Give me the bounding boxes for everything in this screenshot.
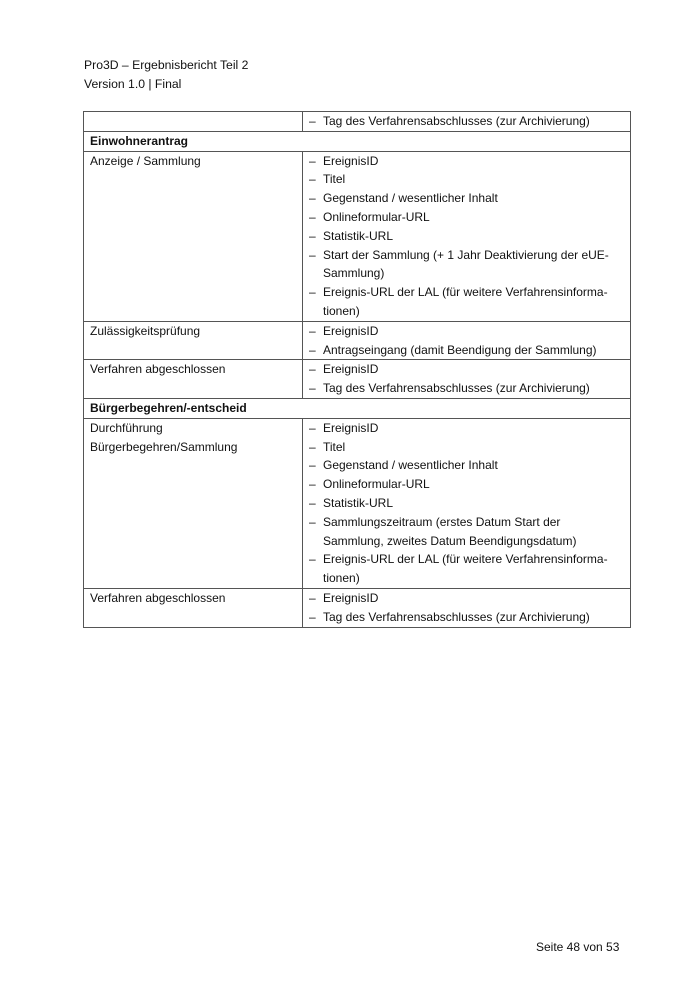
items-cell	[303, 151, 631, 321]
list-item: – Antragseingang (damit Beendigung der Sammlung)	[309, 341, 624, 360]
label-cell	[84, 418, 303, 588]
list-item: – EreignisID	[309, 589, 624, 608]
list-item: – Titel	[309, 170, 624, 189]
row-label: Durchführung	[90, 420, 163, 435]
document-title: Pro3D – Ergebnisbericht Teil 2	[84, 58, 249, 72]
field-list	[309, 152, 624, 321]
list-item: – Sammlungszeitraum (erstes Datum Start der Sammlung, zweites Datum Beendigungsdatum)	[309, 513, 624, 551]
label-cell	[84, 321, 303, 360]
field-list	[309, 112, 624, 131]
row-label: Verfahren abgeschlossen	[90, 362, 226, 377]
row-label: Bürgerbegehren/Sammlung	[90, 439, 238, 454]
row-label: Anzeige / Sammlung	[90, 153, 201, 168]
label-cell	[84, 588, 303, 627]
label-cell	[84, 151, 303, 321]
list-item: – Titel	[309, 438, 624, 457]
table-row	[84, 151, 631, 321]
row-label: Verfahren abgeschlossen	[90, 590, 226, 605]
field-list	[309, 322, 624, 360]
items-cell	[303, 112, 631, 132]
table-row	[84, 321, 631, 360]
list-item: – Statistik-URL	[309, 227, 624, 246]
row-label: Zulässigkeitsprüfung	[90, 323, 201, 338]
items-cell	[303, 360, 631, 399]
field-list	[309, 360, 624, 398]
section-title: Einwohnerantrag	[84, 131, 631, 151]
list-item: – EreignisID	[309, 322, 624, 341]
list-item: – Tag des Verfahrensabschlusses (zur Archivierung)	[309, 379, 624, 398]
items-cell	[303, 588, 631, 627]
table-row	[84, 588, 631, 627]
table-row	[84, 418, 631, 588]
list-item: – Start der Sammlung (+ 1 Jahr Deaktivierung der eUE-Sammlung)	[309, 246, 624, 284]
list-item: – EreignisID	[309, 360, 624, 379]
table-row	[84, 112, 631, 132]
label-cell	[84, 112, 303, 132]
section-header-row	[84, 398, 631, 418]
items-cell	[303, 321, 631, 360]
section-header-row	[84, 131, 631, 151]
list-item: – EreignisID	[309, 419, 624, 438]
list-item: – Ereignis-URL der LAL (für weitere Verfahrensinforma-tionen)	[309, 550, 624, 588]
page-number: Seite 48 von 53	[536, 940, 620, 954]
list-item: – Ereignis-URL der LAL (für weitere Verfahrensinforma-tionen)	[309, 283, 624, 321]
page-header	[84, 56, 248, 94]
items-cell	[303, 418, 631, 588]
table-row	[84, 360, 631, 399]
section-title: Bürgerbegehren/-entscheid	[84, 398, 631, 418]
list-item: – Statistik-URL	[309, 494, 624, 513]
list-item: – Onlineformular-URL	[309, 475, 624, 494]
list-item: – Tag des Verfahrensabschlusses (zur Archivierung)	[309, 608, 624, 627]
document-version: Version 1.0 | Final	[84, 77, 182, 91]
list-item: – EreignisID	[309, 152, 624, 171]
list-item: – Gegenstand / wesentlicher Inhalt	[309, 456, 624, 475]
field-list	[309, 419, 624, 588]
list-item: – Onlineformular-URL	[309, 208, 624, 227]
list-item: – Tag des Verfahrensabschlusses (zur Archivierung)	[309, 112, 624, 131]
list-item: – Gegenstand / wesentlicher Inhalt	[309, 189, 624, 208]
data-fields-table	[83, 111, 631, 628]
field-list	[309, 589, 624, 627]
label-cell	[84, 360, 303, 399]
